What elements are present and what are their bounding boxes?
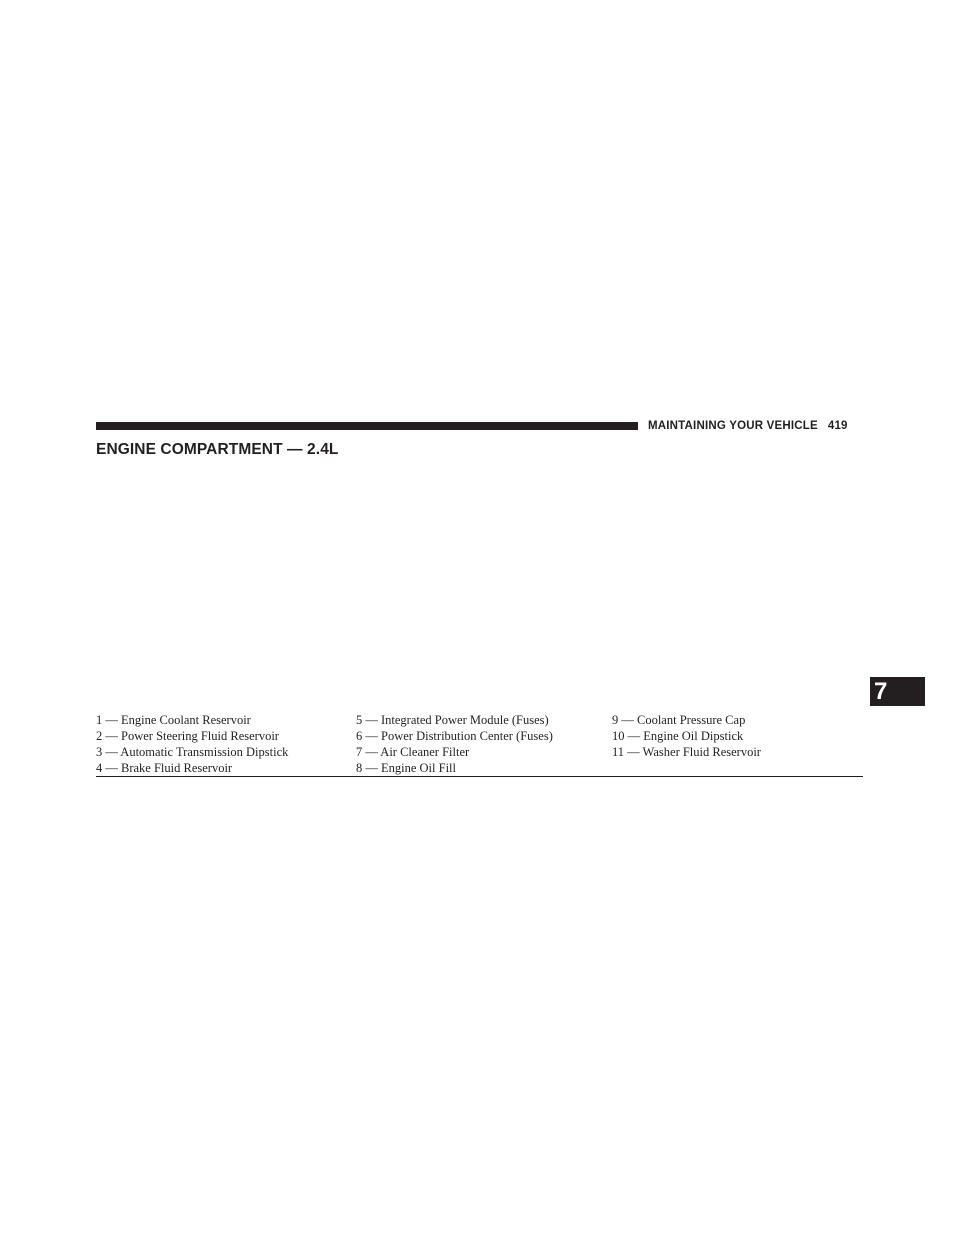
chapter-number: 7 [874,677,888,705]
chapter-tab [870,677,925,706]
legend-item: 8 — Engine Oil Fill [356,761,456,775]
legend-item: 1 — Engine Coolant Reservoir [96,713,251,727]
legend-item: 5 — Integrated Power Module (Fuses) [356,713,549,727]
page-number: 419 [827,420,848,432]
legend-item: 2 — Power Steering Fluid Reservoir [96,729,279,743]
legend-column-3 [612,712,761,760]
legend-item: 4 — Brake Fluid Reservoir [96,761,233,775]
legend-item: 7 — Air Cleaner Filter [356,745,470,759]
legend-item: 11 — Washer Fluid Reservoir [612,745,761,759]
legend-column-2 [356,712,553,776]
section-title: ENGINE COMPARTMENT — 2.4L [96,441,339,458]
legend-item: 9 — Coolant Pressure Cap [612,713,746,727]
legend-item: 6 — Power Distribution Center (Fuses) [356,729,553,743]
legend-item: 3 — Automatic Transmission Dipstick [96,745,289,759]
header-rule-bar [96,422,638,430]
running-header [648,418,848,434]
legend-column-1 [96,712,288,776]
running-header-section: MAINTAINING YOUR VEHICLE [648,420,818,432]
legend-item: 10 — Engine Oil Dipstick [612,729,744,743]
legend-bottom-rule [96,776,863,777]
